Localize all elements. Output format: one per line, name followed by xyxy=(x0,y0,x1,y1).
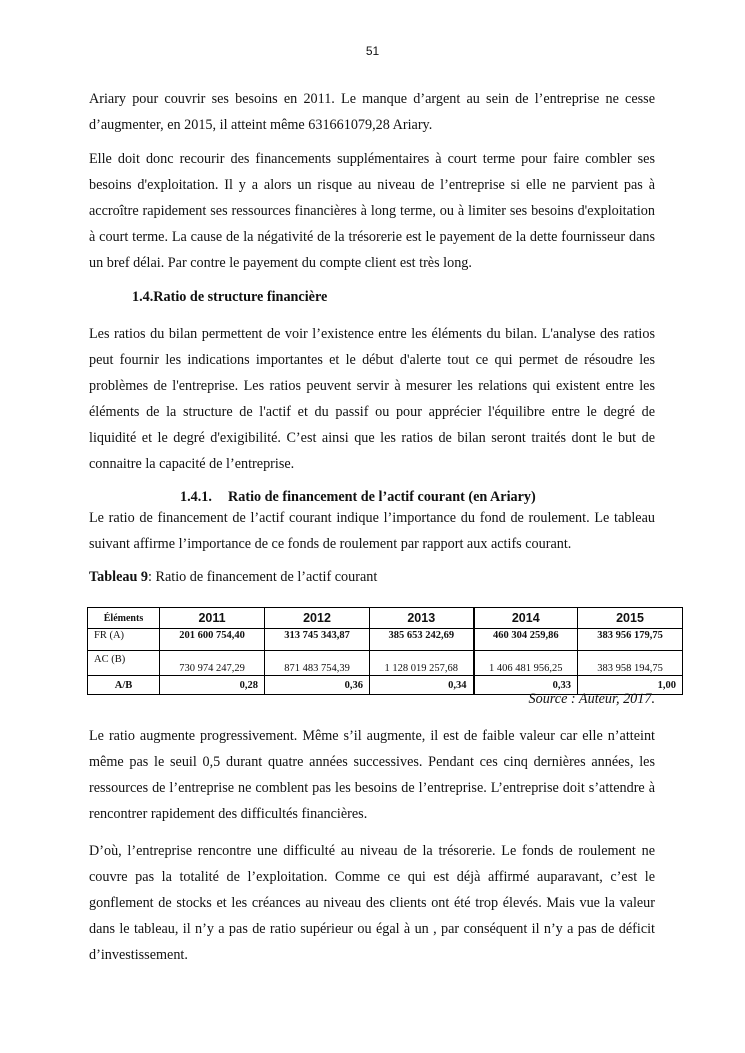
table-header-cell: Éléments xyxy=(88,608,160,629)
table-row-label: AC (B) xyxy=(88,651,160,676)
paragraph-2: Elle doit donc recourir des financements supplémentaires à court terme pour faire combler ses besoins d'exploitation. Il y a alors un risque au niveau de l’entreprise si elle ne parvient pas à accroître rapidement ses ressources financières à long terme, ou à limiter ses besoins d'exploitation à court terme. La cause de la négativité de la trésorerie est le payement de la dette fournisseur dans un bref délai. Par contre le payement du compte client est très long. xyxy=(89,151,655,271)
table-cell: 0,33 xyxy=(474,676,578,695)
table-cell: 0,28 xyxy=(160,676,265,695)
table-row-label: FR (A) xyxy=(88,629,160,651)
table-cell: 730 974 247,29 xyxy=(160,651,265,676)
table-row xyxy=(88,651,683,676)
subsection-title: Ratio de financement de l’actif courant (en Ariary) xyxy=(228,489,536,505)
ratio-table xyxy=(87,607,683,695)
table-caption-text: : Ratio de financement de l’actif courant xyxy=(148,569,378,585)
table-cell: 383 956 179,75 xyxy=(578,629,683,651)
paragraph-6: D’où, l’entreprise rencontre une difficulté au niveau de la trésorerie. Le fonds de roulement ne couvre pas la totalité de l’exploitation. Comme ce qui est déjà affirmé auparavant, c’est le gonflement de stocks et les créances au niveau des clients ont été trop élevés. Mais vue la valeur dans le tableau, il n’y a pas de ratio supérieur ou égal à un , par conséquent il n’y a pas de déficit d’investissement. xyxy=(89,843,655,963)
table-caption xyxy=(89,569,377,586)
table-cell: 1 406 481 956,25 xyxy=(474,651,578,676)
table-cell: 201 600 754,40 xyxy=(160,629,265,651)
table-row xyxy=(88,629,683,651)
table-cell: 460 304 259,86 xyxy=(474,629,578,651)
table-cell: 0,34 xyxy=(370,676,474,695)
table-header-cell: 2014 xyxy=(474,608,578,629)
subsection-heading xyxy=(180,489,536,506)
table-cell: 0,36 xyxy=(265,676,370,695)
table-source: Source : Auteur, 2017. xyxy=(528,691,655,707)
table-header-cell: 2012 xyxy=(265,608,370,629)
paragraph-1: Ariary pour couvrir ses besoins en 2011. Le manque d’argent au sein de l’entreprise ne cesse d’augmenter, en 2015, il atteint même 631661079,28 Ariary. xyxy=(89,91,655,133)
table-cell: 871 483 754,39 xyxy=(265,651,370,676)
table-header-cell: 2013 xyxy=(370,608,474,629)
table-header-cell: 2011 xyxy=(160,608,265,629)
table-header-row xyxy=(88,608,683,629)
table-cell: 385 653 242,69 xyxy=(370,629,474,651)
table-row-label: A/B xyxy=(88,676,160,695)
table-cell: 1,00 xyxy=(578,676,683,695)
section-heading: 1.4.Ratio de structure financière xyxy=(132,289,328,305)
paragraph-4: Le ratio de financement de l’actif courant indique l’importance du fond de roulement. Le tableau suivant affirme l’importance de ce fonds de roulement par rapport aux actifs courant. xyxy=(89,510,655,552)
paragraph-5: Le ratio augmente progressivement. Même s’il augmente, il est de faible valeur car elle n’atteint même pas le seuil 0,5 durant quatre années successives. Pendant ces cinq dernières années, les ressources de l’entreprise ne comblent pas les besoins de l’entreprise. L’entreprise doit s’attendre à rencontrer rapidement des difficultés financières. xyxy=(89,728,655,822)
table-header-cell: 2015 xyxy=(578,608,683,629)
paragraph-3: Les ratios du bilan permettent de voir l’existence entre les éléments du bilan. L'analyse des ratios peut fournir les indications importantes et le début d'alerte tout ce qui permet de résoudre les problèmes de l'entreprise. Les ratios peuvent servir à mesurer les relations qui existent entre les éléments de la structure de l'actif et du passif ou pour apprécier l'équilibre entre le degré de liquidité et le degré d'exigibilité. C’est ainsi que les ratios de bilan seront traités dont le but de connaitre la capacité de l’entreprise. xyxy=(89,326,655,472)
table-cell: 313 745 343,87 xyxy=(265,629,370,651)
table-caption-label: Tableau 9 xyxy=(89,569,149,585)
table-cell: 383 958 194,75 xyxy=(578,651,683,676)
page-number: 51 xyxy=(365,44,380,58)
subsection-number: 1.4.1. xyxy=(180,489,212,505)
table-cell: 1 128 019 257,68 xyxy=(370,651,474,676)
